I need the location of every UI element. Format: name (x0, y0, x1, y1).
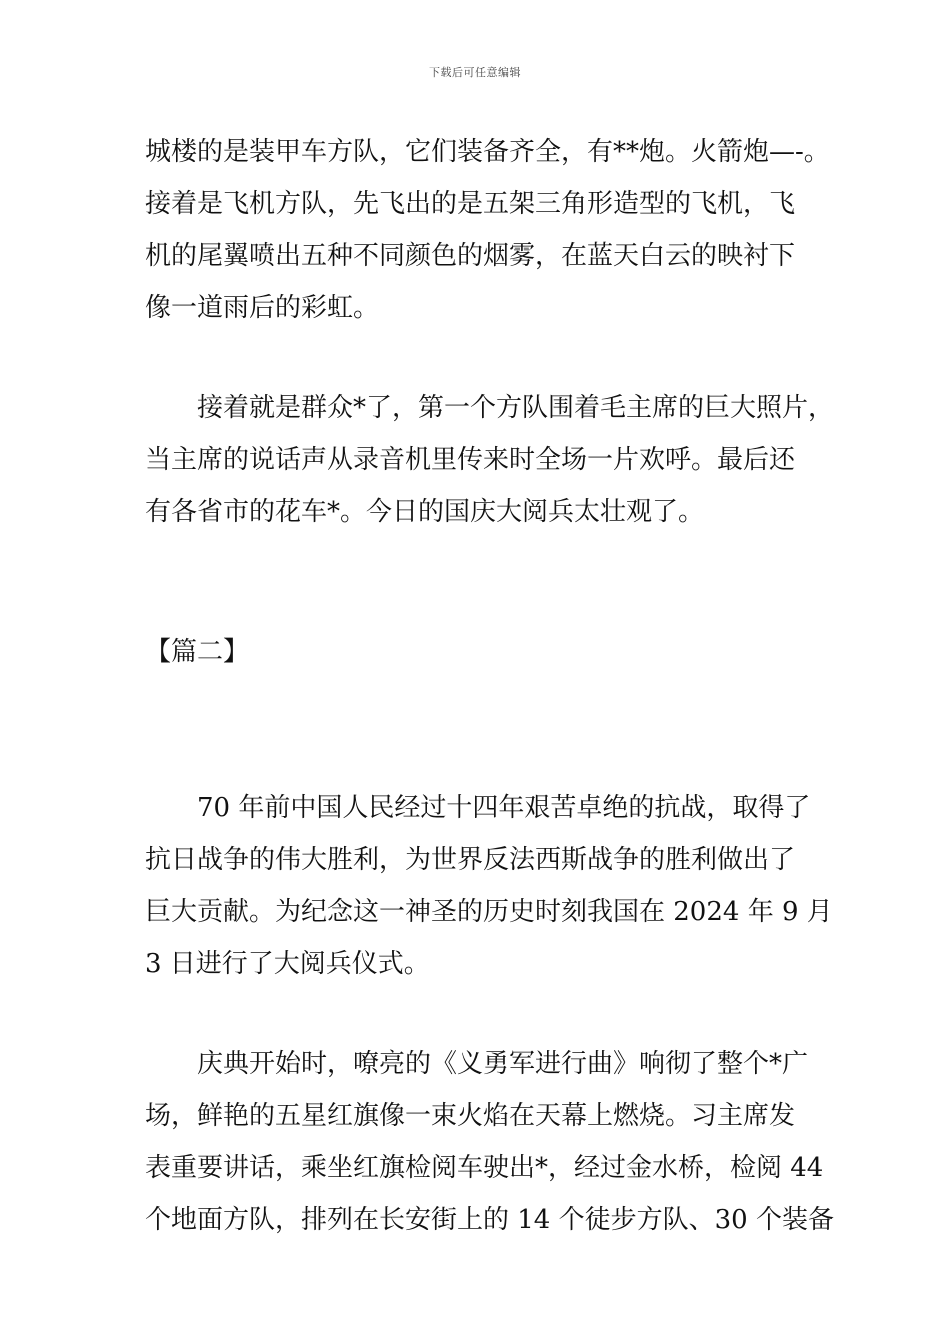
section-title: 【篇二】 (145, 637, 250, 667)
paragraph-line: 接着是飞机方队，先飞出的是五架三角形造型的飞机，飞 (145, 189, 796, 219)
paragraph-2 (145, 382, 835, 538)
paragraph-line: 城楼的是装甲车方队，它们装备齐全，有**炮。火箭炮—-。 (145, 137, 830, 167)
page-header: 下载后可任意编辑 (429, 66, 521, 79)
paragraph-line: 当主席的说话声从录音机里传来时全场一片欢呼。最后还 (145, 445, 796, 475)
paragraph-1 (145, 126, 830, 334)
paragraph-line: 个地面方队，排列在长安街上的 14 个徒步方队、30 个装备 (145, 1205, 834, 1235)
paragraph-line: 3 日进行了大阅兵仪式。 (145, 949, 430, 979)
paragraph-line: 巨大贡献。为纪念这一神圣的历史时刻我国在 2024 年 9 月 (145, 897, 833, 927)
paragraph-3 (145, 782, 833, 990)
paragraph-line: 抗日战争的伟大胜利，为世界反法西斯战争的胜利做出了 (145, 845, 796, 875)
paragraph-line: 表重要讲话，乘坐红旗检阅车驶出*，经过金水桥，检阅 44 (145, 1153, 824, 1183)
paragraph-4 (145, 1038, 834, 1246)
paragraph-line: 有各省市的花车*。今日的国庆大阅兵太壮观了。 (145, 497, 705, 527)
paragraph-line: 场，鲜艳的五星红旗像一束火焰在天幕上燃烧。习主席发 (145, 1101, 796, 1131)
paragraph-line: 像一道雨后的彩虹。 (145, 293, 380, 323)
paragraph-line: 接着就是群众*了，第一个方队围着毛主席的巨大照片， (197, 393, 835, 423)
paragraph-line: 庆典开始时，嘹亮的《义勇军进行曲》响彻了整个*广 (197, 1049, 809, 1079)
document-body (145, 126, 835, 1246)
paragraph-line: 机的尾翼喷出五种不同颜色的烟雾，在蓝天白云的映衬下 (145, 241, 796, 271)
paragraph-line: 70 年前中国人民经过十四年艰苦卓绝的抗战，取得了 (197, 793, 811, 823)
